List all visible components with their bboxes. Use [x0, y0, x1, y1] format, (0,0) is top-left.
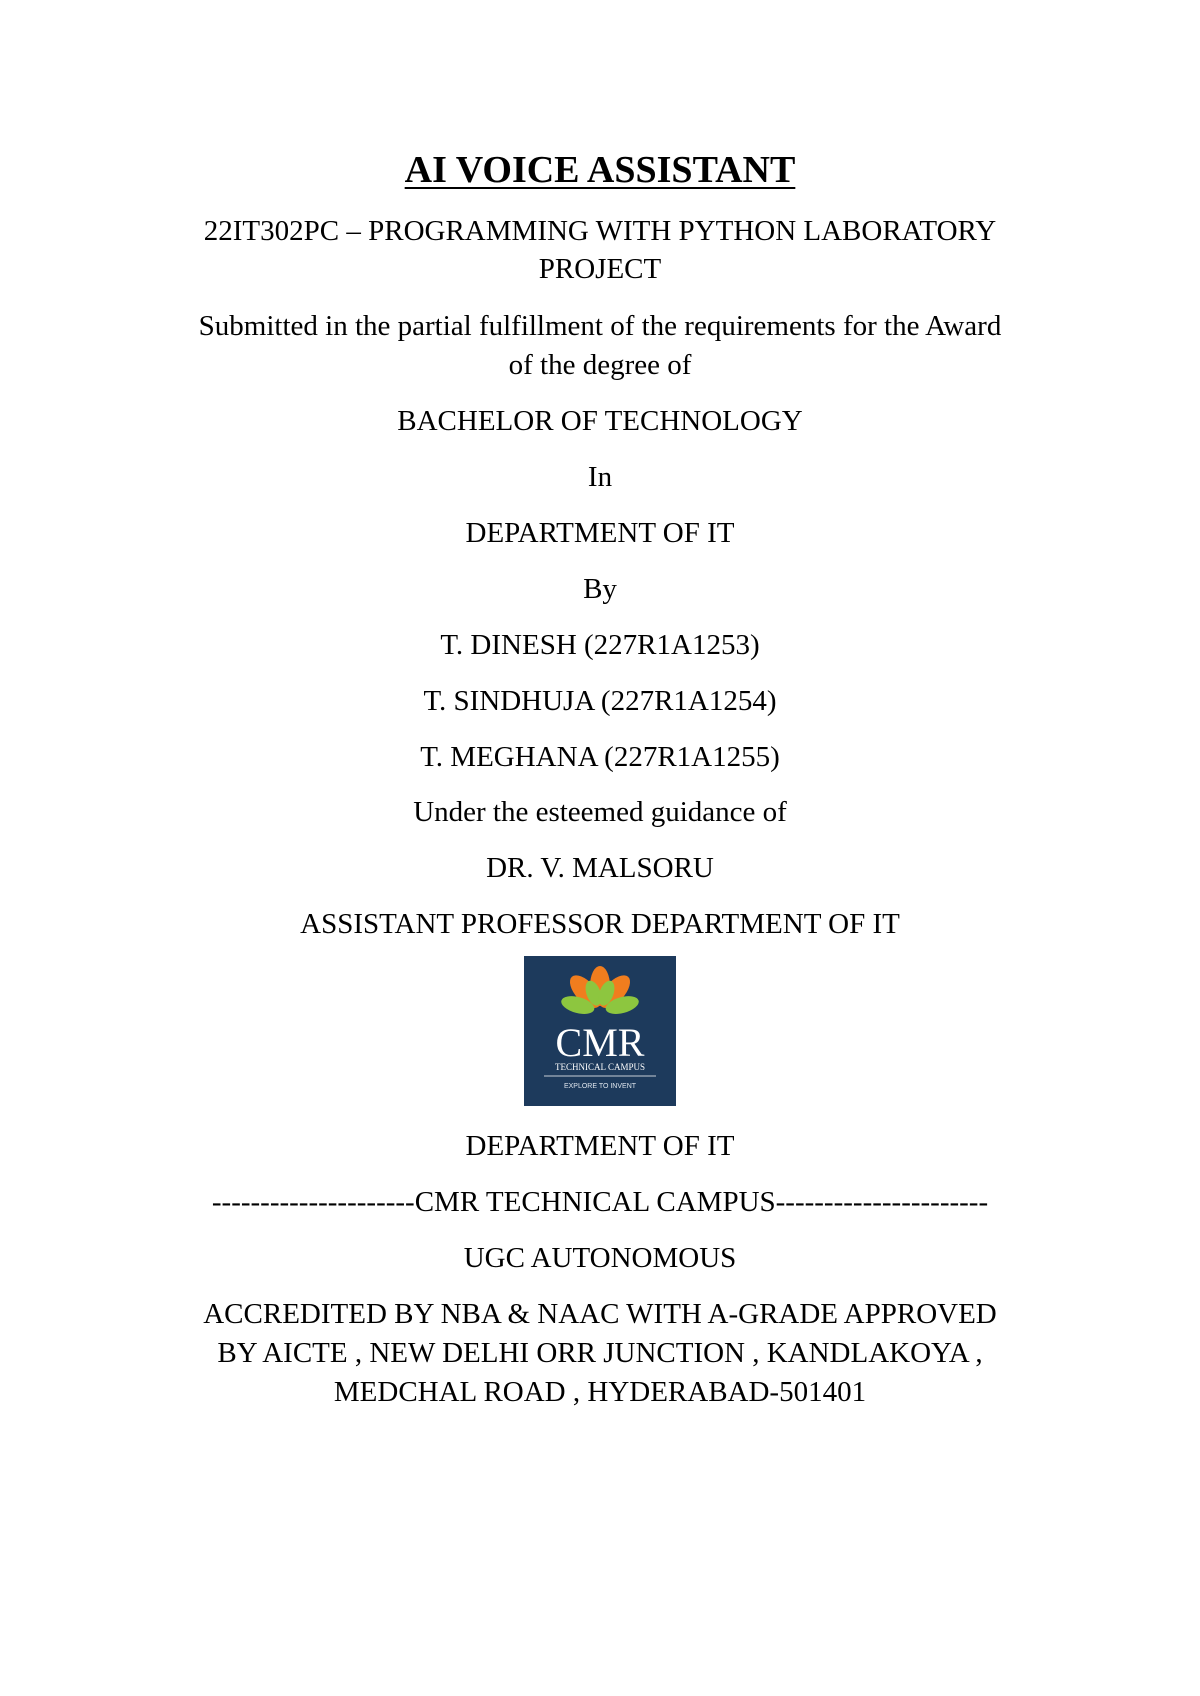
in-word: In: [587, 461, 613, 493]
by-word: By: [583, 573, 617, 605]
submission-line-2: of the degree of: [508, 349, 692, 381]
accreditation-line-1: ACCREDITED BY NBA & NAAC WITH A-GRADE APPROVED: [203, 1298, 997, 1330]
guidance-intro: Under the esteemed guidance of: [413, 796, 787, 828]
cmr-logo-graphic: [524, 956, 676, 1106]
department-footer: DEPARTMENT OF IT: [465, 1130, 735, 1162]
campus-line: ---------------------CMR TECHNICAL CAMPUS----------------------: [211, 1186, 989, 1218]
course-line-2: PROJECT: [538, 253, 662, 285]
guide-title: ASSISTANT PROFESSOR DEPARTMENT OF IT: [300, 908, 900, 940]
accreditation-line-3: MEDCHAL ROAD , HYDERABAD-501401: [333, 1376, 867, 1408]
lotus-leaves-icon: [559, 966, 640, 1017]
submission-line-1: Submitted in the partial fulfillment of the requirements for the Award: [198, 310, 1002, 342]
logo-name: CMR: [555, 1020, 645, 1065]
degree-name: BACHELOR OF TECHNOLOGY: [397, 405, 803, 437]
logo-tagline: EXPLORE TO INVENT: [563, 1083, 637, 1090]
student-1: T. DINESH (227R1A1253): [440, 629, 760, 661]
course-line-1: 22IT302PC – PROGRAMMING WITH PYTHON LABORATORY: [203, 215, 997, 247]
department-name: DEPARTMENT OF IT: [465, 517, 735, 549]
guide-name: DR. V. MALSORU: [486, 852, 714, 884]
logo-subtitle: TECHNICAL CAMPUS: [555, 1062, 645, 1072]
project-title: AI VOICE ASSISTANT: [404, 149, 796, 191]
autonomy-status: UGC AUTONOMOUS: [463, 1242, 737, 1274]
student-2: T. SINDHUJA (227R1A1254): [423, 685, 777, 717]
cmr-logo: [524, 956, 676, 1106]
accreditation-line-2: BY AICTE , NEW DELHI ORR JUNCTION , KANDLAKOYA ,: [217, 1337, 983, 1369]
student-3: T. MEGHANA (227R1A1255): [420, 741, 780, 773]
